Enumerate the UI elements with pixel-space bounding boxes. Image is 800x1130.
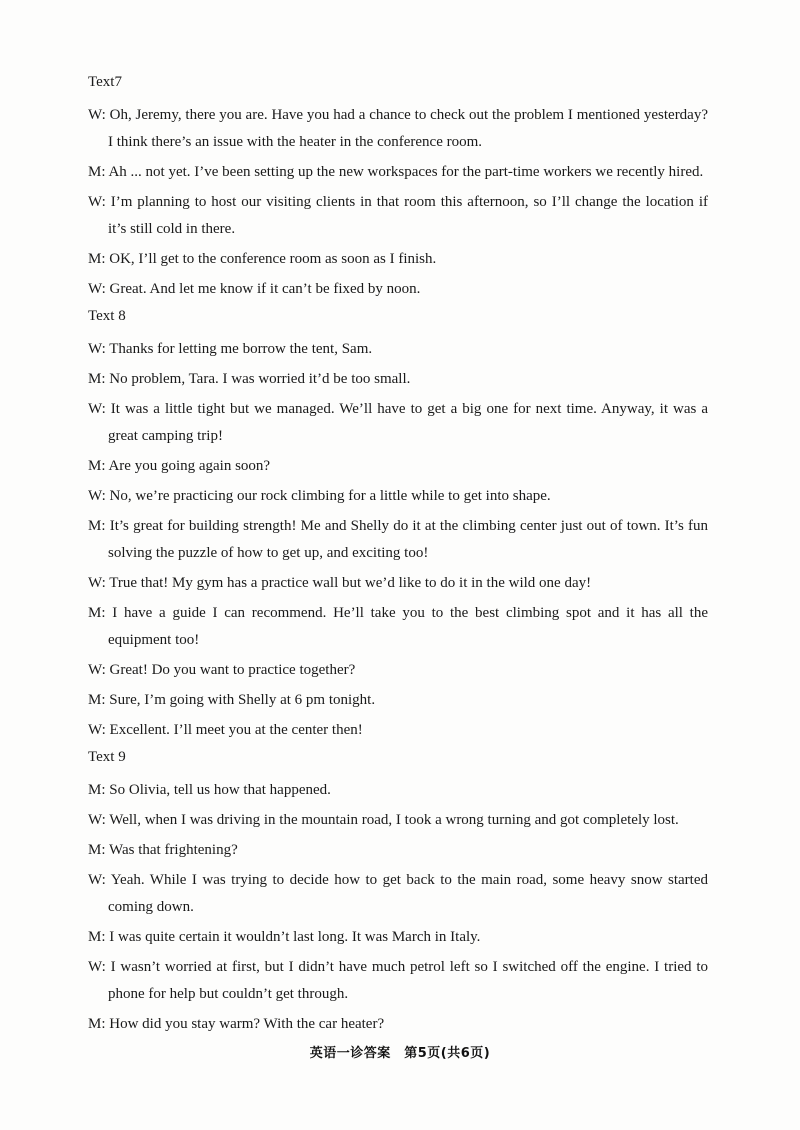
dialogue-line (88, 570, 708, 597)
speaker-label: W: (88, 812, 106, 828)
speaker-label: W: (88, 341, 106, 357)
dialogue-text: It’s great for building strength! Me and Shelly do it at the climbing center just out of town. It’s fun solving the puzzle of how to get up, and exciting too! (108, 518, 708, 561)
dialogue-line (88, 189, 708, 243)
dialogue-line (88, 600, 708, 654)
dialogue-line (88, 867, 708, 921)
speaker-label: W: (88, 281, 106, 297)
speaker-label: M: (88, 164, 106, 180)
speaker-label: W: (88, 959, 106, 975)
speaker-label: W: (88, 872, 106, 888)
dialogue-text: I was quite certain it wouldn’t last long. It was March in Italy. (109, 929, 481, 945)
dialogue-text: Oh, Jeremy, there you are. Have you had a chance to check out the problem I mentioned yesterday? I think there’s an issue with the heater in the conference room. (108, 107, 709, 150)
dialogue-line (88, 657, 708, 684)
dialogue-text: How did you stay warm? With the car heater? (109, 1016, 385, 1032)
dialogue-text: I’m planning to host our visiting clients in that room this afternoon, so I’ll change the location if it’s still cold in there. (108, 194, 709, 237)
dialogue-line (88, 1011, 708, 1038)
dialogue-line (88, 777, 708, 804)
speaker-label: M: (88, 371, 106, 387)
speaker-label: M: (88, 458, 106, 474)
speaker-label: M: (88, 251, 106, 267)
speaker-label: M: (88, 782, 106, 798)
dialogue-text: Yeah. While I was trying to decide how to get back to the main road, some heavy snow started coming down. (108, 872, 708, 915)
dialogue-text: I have a guide I can recommend. He’ll take you to the best climbing spot and it has all the equipment too! (108, 605, 709, 648)
dialogue-line (88, 483, 708, 510)
section-title: Text 8 (88, 308, 126, 324)
page-footer: 英语一诊答案 第5页(共6页) (309, 1046, 491, 1061)
dialogue-line (88, 837, 708, 864)
speaker-label: M: (88, 929, 106, 945)
dialogue-text: Sure, I’m going with Shelly at 6 pm tonight. (109, 692, 376, 708)
dialogue-line (88, 102, 708, 156)
dialogue-line (88, 366, 708, 393)
speaker-label: W: (88, 722, 106, 738)
dialogue-line (88, 336, 708, 363)
speaker-label: M: (88, 692, 106, 708)
section-title: Text 9 (88, 749, 126, 765)
speaker-label: W: (88, 662, 106, 678)
dialogue-text: Great! Do you want to practice together? (109, 662, 356, 678)
dialogue-line (88, 453, 708, 480)
speaker-label: W: (88, 575, 106, 591)
dialogue-line (88, 717, 708, 744)
dialogue-text: True that! My gym has a practice wall but we’d like to do it in the wild one day! (109, 575, 592, 591)
dialogue-text: Thanks for letting me borrow the tent, Sam. (109, 341, 373, 357)
transcript-content (88, 72, 708, 1041)
dialogue-text: No problem, Tara. I was worried it’d be too small. (109, 371, 411, 387)
dialogue-line (88, 807, 708, 834)
dialogue-line (88, 159, 708, 186)
dialogue-line (88, 924, 708, 951)
dialogue-text: Are you going again soon? (108, 458, 271, 474)
speaker-label: W: (88, 401, 106, 417)
dialogue-text: Was that frightening? (109, 842, 238, 858)
dialogue-text: It was a little tight but we managed. We’ll have to get a big one for next time. Anyway, it was a great camping trip! (108, 401, 708, 444)
speaker-label: M: (88, 605, 106, 621)
dialogue-line (88, 396, 708, 450)
dialogue-text: Excellent. I’ll meet you at the center then! (109, 722, 363, 738)
speaker-label: W: (88, 488, 106, 504)
dialogue-line (88, 513, 708, 567)
dialogue-text: Great. And let me know if it can’t be fixed by noon. (109, 281, 421, 297)
dialogue-text: Ah ... not yet. I’ve been setting up the new workspaces for the part-time workers we recently hired. (108, 164, 704, 180)
dialogue-text: No, we’re practicing our rock climbing for a little while to get into shape. (109, 488, 551, 504)
speaker-label: M: (88, 518, 106, 534)
speaker-label: W: (88, 107, 106, 123)
dialogue-line (88, 954, 708, 1008)
section-title: Text7 (88, 74, 122, 90)
speaker-label: M: (88, 842, 106, 858)
dialogue-line (88, 276, 708, 303)
dialogue-text: Well, when I was driving in the mountain road, I took a wrong turning and got completely lost. (109, 812, 679, 828)
dialogue-line (88, 687, 708, 714)
dialogue-line (88, 246, 708, 273)
dialogue-text: OK, I’ll get to the conference room as soon as I finish. (109, 251, 437, 267)
dialogue-text: I wasn’t worried at first, but I didn’t have much petrol left so I switched off the engine. I tried to phone for help but couldn’t get through. (108, 959, 708, 1002)
dialogue-text: So Olivia, tell us how that happened. (109, 782, 331, 798)
speaker-label: M: (88, 1016, 106, 1032)
speaker-label: W: (88, 194, 106, 210)
